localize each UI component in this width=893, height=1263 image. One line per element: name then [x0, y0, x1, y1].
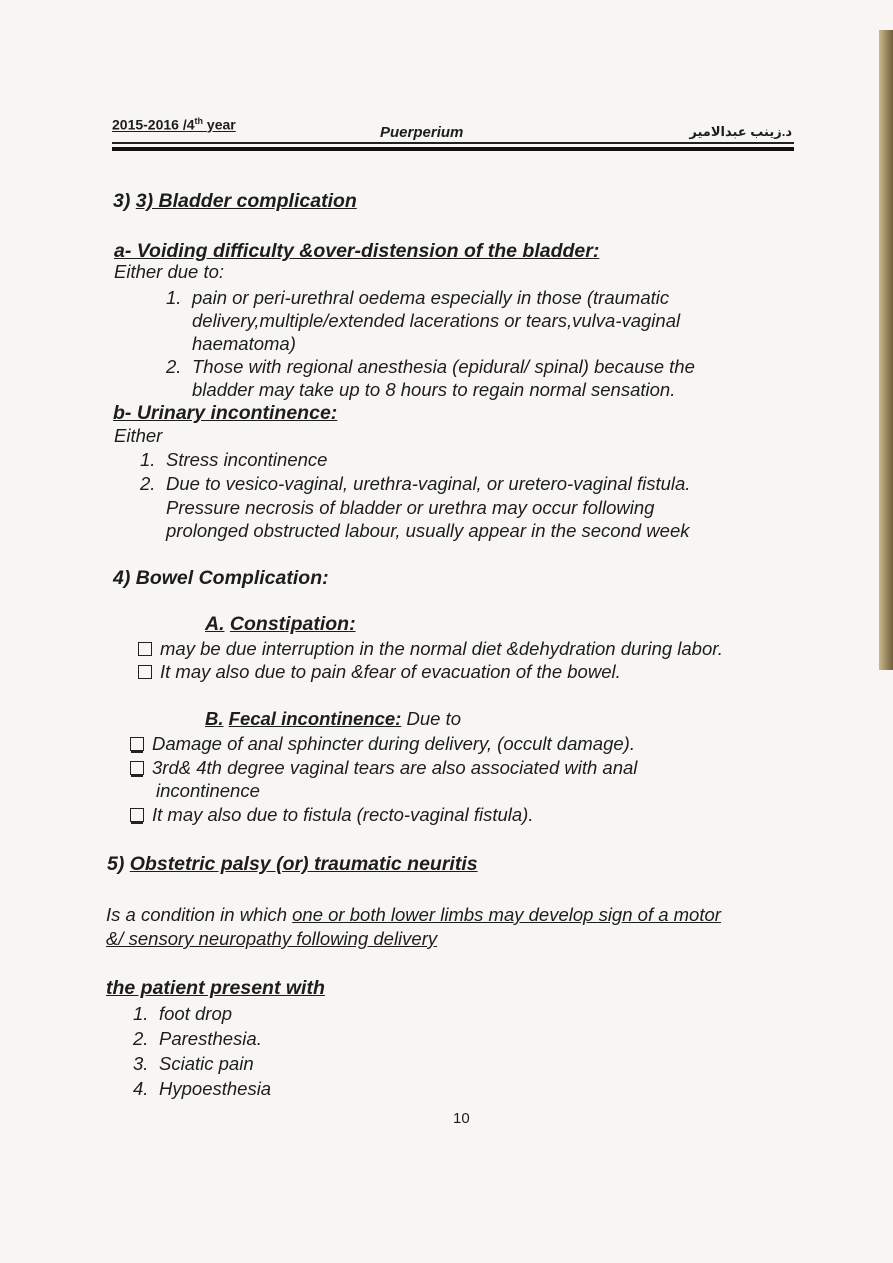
symptom-item-1-text: foot drop	[159, 1003, 233, 1024]
fecal-letter: B.	[205, 708, 224, 729]
voiding-item-1-line-1	[166, 287, 669, 309]
patient-present-heading: the patient present with	[106, 977, 325, 999]
urinary-item-2-line-2: Pressure necrosis of bladder or urethra may occur following	[166, 497, 655, 518]
symptom-item-3-text: Sciatic pain	[159, 1053, 254, 1074]
urinary-item-2-line-1	[140, 473, 690, 495]
urinary-item-1-num: 1.	[140, 449, 156, 470]
fecal-title: Fecal incontinence:	[228, 708, 402, 729]
fecal-item-1	[130, 733, 635, 755]
either-label: Either	[114, 425, 163, 446]
section-3-heading: 3) 3) Bladder complication	[113, 190, 357, 212]
symptom-item-1-num: 1.	[133, 1003, 149, 1024]
symptom-item-2-text: Paresthesia.	[159, 1028, 262, 1049]
urinary-item-1	[140, 449, 327, 471]
palsy-definition-line-2: &/ sensory neuropathy following delivery	[106, 928, 438, 949]
checkbox-icon	[138, 665, 152, 679]
urinary-item-2-line-3: prolonged obstructed labour, usually appear in the second week	[166, 520, 690, 541]
voiding-item-2-line-2: bladder may take up to 8 hours to regain normal sensation.	[192, 379, 676, 400]
constipation-title: Constipation:	[229, 613, 356, 635]
fecal-item-3-text: It may also due to fistula (recto-vaginal fistula).	[152, 804, 534, 825]
header-title: Puerperium	[380, 124, 464, 141]
symptom-item-2	[133, 1028, 262, 1050]
header-year-num: 4	[186, 116, 195, 133]
page-number: 10	[453, 1110, 470, 1127]
voiding-item-2-line-1	[166, 356, 695, 378]
fecal-heading	[205, 708, 461, 730]
section-5-heading	[107, 853, 478, 875]
symptom-item-1	[133, 1003, 232, 1025]
voiding-item-1-line-3: haematoma)	[192, 333, 296, 354]
constipation-item-2-text: It may also due to pain &fear of evacuation of the bowel.	[160, 661, 621, 682]
symptom-item-4	[133, 1078, 271, 1100]
header-author: د.زينب عبدالامير	[689, 124, 792, 139]
page-edge-shadow	[879, 30, 893, 670]
symptom-item-2-num: 2.	[133, 1028, 149, 1049]
section-5-num: 5)	[107, 853, 125, 875]
header-year	[112, 116, 236, 133]
constipation-heading	[205, 613, 356, 635]
urinary-item-2-text: Due to vesico-vaginal, urethra-vaginal, or uretero-vaginal fistula.	[166, 473, 691, 494]
symptom-item-3-num: 3.	[133, 1053, 149, 1074]
constipation-item-2	[138, 661, 621, 683]
section-5-heading-text: Obstetric palsy (or) traumatic neuritis	[129, 853, 478, 875]
palsy-definition-start: Is a condition in which	[106, 904, 293, 925]
fecal-item-1-text: Damage of anal sphincter during delivery, (occult damage).	[152, 733, 635, 754]
urinary-item-1-text: Stress incontinence	[166, 449, 328, 470]
constipation-item-1-text: may be due interruption in the normal diet &dehydration during labor.	[160, 638, 723, 659]
fecal-item-2-line-2: incontinence	[156, 780, 260, 801]
header-rule-thin	[112, 142, 794, 144]
checkbox-icon	[130, 761, 144, 775]
page-header	[112, 116, 794, 160]
either-due-to: Either due to:	[114, 261, 225, 282]
section-4-heading: 4) Bowel Complication:	[113, 567, 329, 589]
palsy-definition-line-1	[106, 904, 721, 926]
section-3-heading-text: 3) Bladder complication	[135, 190, 357, 212]
checkbox-icon	[130, 808, 144, 822]
fecal-item-3	[130, 804, 533, 826]
fecal-item-2-text: 3rd& 4th degree vaginal tears are also associated with anal	[152, 757, 638, 778]
voiding-item-2-text: Those with regional anesthesia (epidural/ spinal) because the	[192, 356, 695, 377]
constipation-letter: A.	[205, 613, 225, 635]
header-rule-thick	[112, 147, 794, 151]
header-year-sup: th	[194, 116, 204, 126]
urinary-item-2-num: 2.	[140, 473, 156, 494]
checkbox-icon	[130, 737, 144, 751]
constipation-item-1	[138, 638, 723, 660]
fecal-due-to: Due to	[401, 708, 462, 729]
voiding-item-1-num: 1.	[166, 287, 182, 308]
checkbox-icon	[138, 642, 152, 656]
symptom-item-4-num: 4.	[133, 1078, 149, 1099]
header-year-word: year	[206, 116, 236, 133]
voiding-heading: a- Voiding difficulty &over-distension of the bladder:	[114, 240, 600, 262]
voiding-item-2-num: 2.	[166, 356, 182, 377]
voiding-item-1-line-2: delivery,multiple/extended lacerations or tears,vulva-vaginal	[192, 310, 681, 331]
header-years: 2015-2016 /	[112, 116, 187, 133]
palsy-definition-underlined-1: one or both lower limbs may develop sign of a motor	[292, 904, 721, 925]
urinary-incontinence-heading: b- Urinary incontinence:	[113, 402, 338, 424]
symptom-item-3	[133, 1053, 254, 1075]
fecal-item-2-line-1	[130, 757, 637, 779]
voiding-item-1-text: pain or peri-urethral oedema especially in those (traumatic	[192, 287, 670, 308]
symptom-item-4-text: Hypoesthesia	[159, 1078, 272, 1099]
